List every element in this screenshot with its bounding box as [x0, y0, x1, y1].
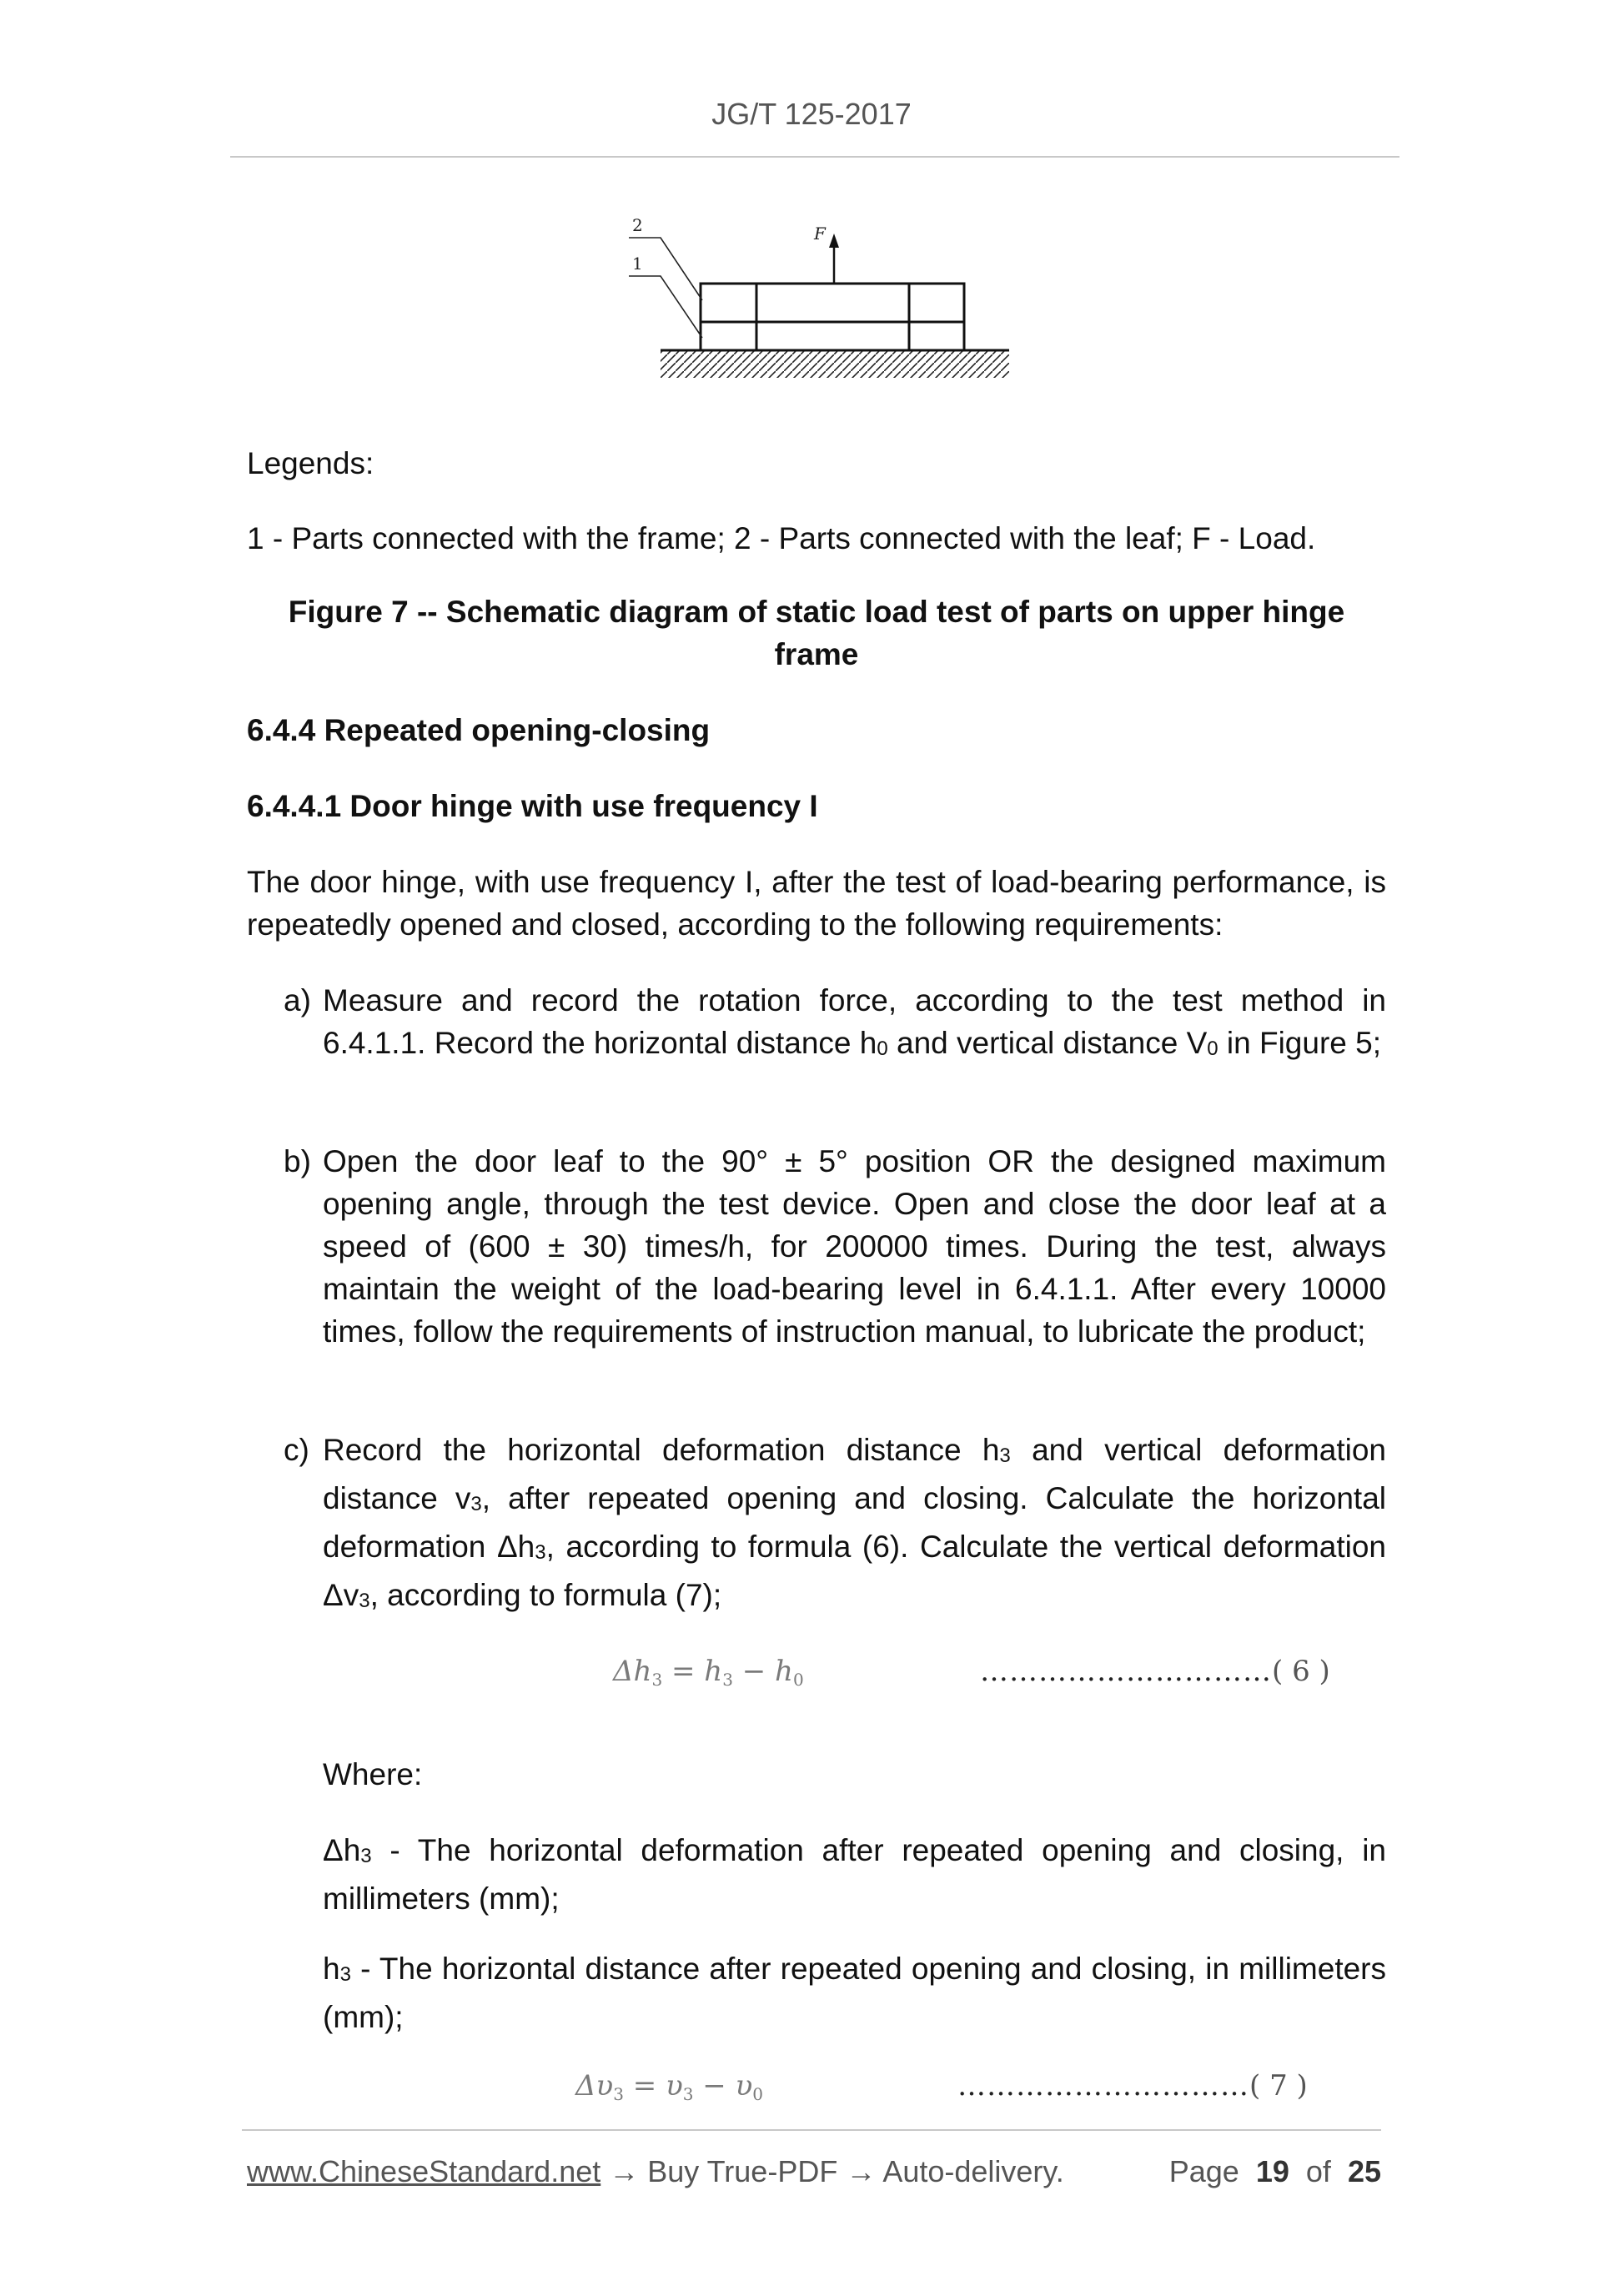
frame-part-left [701, 322, 756, 350]
list-body-c: Record the horizontal deformation distance $h_3$ and vertical deformation distance $v_3$, after repeated opening and closing. Calculate the horizontal deformation $\Delta h_3$, according to formula (6). Calculate the vertical deformation $\Delta v_3$, according to formula (7); [323, 1433, 1387, 1612]
formula-6-number: …………………………( 6 ) [980, 1655, 1330, 1688]
legends-text: 1 - Parts connected with the frame; 2 - Parts connected with the leaf; F - Load. [247, 521, 1316, 555]
list-body-b: Open the door leaf to the 90° ± 5° position OR the designed maximum opening angle, through the test device. Open and close the door leaf at a speed of (600 ± 30) times/h, for 200000 times. During the test, always maintain the weight of the load-bearing level in 6.4.1.1. After every 10000 times, follow the requirements of instruction manual, to lubricate the product; [323, 1144, 1386, 1349]
footer-promo-text: → Buy True-PDF → Auto-delivery. [600, 2154, 1064, 2188]
footer-promo [247, 2154, 1064, 2189]
label-f: F [814, 224, 826, 244]
list-marker-c: c) [284, 1433, 309, 1467]
footer-divider [242, 2129, 1381, 2131]
figure-caption-line2: frame [774, 637, 859, 671]
list-item-b [284, 1140, 1386, 1353]
total-page-count: 25 [1347, 2154, 1381, 2188]
leaf-part [701, 284, 964, 322]
section-heading-644: 6.4.4 Repeated opening-closing [247, 713, 711, 747]
section-heading-6441: 6.4.4.1 Door hinge with use frequency I [247, 789, 818, 823]
figure-caption [247, 590, 1386, 676]
list-marker-b: b) [284, 1144, 311, 1178]
legends-heading: Legends: [247, 446, 374, 480]
frame-part-right [909, 322, 964, 350]
label-2: 2 [632, 215, 643, 235]
formula-7-number: …………………………( 7 ) [957, 2069, 1308, 2103]
definition-h3: $h_3$ - The horizontal distance after repeated opening and closing, in millimeters (mm); [323, 1952, 1386, 2034]
list-marker-a: a) [284, 983, 311, 1017]
page-indicator: Page 19 of 25 [1168, 2154, 1381, 2188]
leaf-part-center-block [756, 284, 909, 322]
definition-delta-h3: $\Delta h_3$ - The horizontal deformation after repeated opening and closing, in millimeters (mm); [323, 1833, 1386, 1916]
document-code-header: JG/T 125-2017 [711, 97, 912, 131]
intro-paragraph: The door hinge, with use frequency I, after the test of load-bearing performance, is repeatedly opened and closed, according to the following requirements: [247, 865, 1386, 942]
list-item-a [284, 979, 1386, 1070]
list-body-a: Measure and record the rotation force, according to the test method in 6.4.1.1. Record the horizontal distance $h_0$ and vertical distance $V_0$ in Figure 5; [323, 983, 1386, 1060]
header-divider [230, 156, 1399, 158]
footer-site-link[interactable]: www.ChineseStandard.net [247, 2154, 601, 2188]
formula-7: $\Delta\upsilon_3 = \upsilon_3 - \upsilon_0$ [575, 2069, 763, 2104]
leader-1 [629, 276, 702, 338]
ground-hatch [661, 351, 1009, 378]
label-1: 1 [632, 254, 643, 274]
hinge-static-load-diagram [617, 213, 1018, 379]
where-label: Where: [323, 1757, 423, 1791]
load-arrow-head [829, 234, 839, 248]
current-page-number: 19 [1255, 2154, 1289, 2188]
list-item-c [284, 1429, 1386, 1622]
figure-caption-line1: Figure 7 -- Schematic diagram of static load test of parts on upper hinge [288, 595, 1345, 629]
formula-6: $\Delta h_3 = h_3 - h_0$ [613, 1655, 804, 1690]
